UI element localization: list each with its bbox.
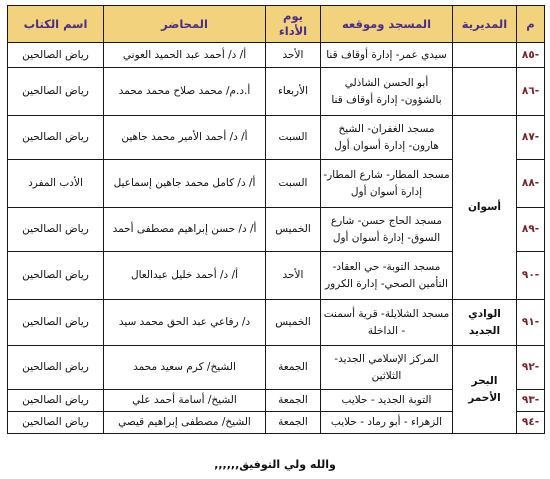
mosque-cell: المركز الإسلامي الجديد- الثلاثين bbox=[321, 346, 453, 390]
header-book: اسم الكتاب bbox=[8, 6, 104, 43]
mosque-cell: الزهراء - أبو رماد - حلايب bbox=[321, 412, 453, 434]
row-number: -٨٥ bbox=[517, 43, 545, 68]
header-lecturer: المحاضر bbox=[104, 6, 266, 43]
schedule-table bbox=[7, 5, 545, 434]
table-row bbox=[8, 43, 545, 68]
header-row bbox=[8, 6, 545, 43]
row-number: -٩٢ bbox=[517, 346, 545, 390]
lecturer-cell: الشيخ/ مصطفى إبراهيم قيصي bbox=[104, 412, 266, 434]
mosque-cell: مسجد الشلايلة- قرية أسمنت - الداخلة bbox=[321, 300, 453, 346]
lecturer-cell: أ/ د/ حسن إبراهيم مصطفى أحمد bbox=[104, 208, 266, 252]
day-cell: الجمعة bbox=[266, 346, 321, 390]
mosque-cell: مسجد الغفران- الشيخ هارون- إدارة أسوان أول bbox=[321, 116, 453, 160]
lecturer-cell: الشيخ/ أسامة أحمد علي bbox=[104, 390, 266, 412]
book-cell: رياض الصالحين bbox=[8, 300, 104, 346]
book-cell: الأدب المفرد bbox=[8, 160, 104, 208]
book-cell: رياض الصالحين bbox=[8, 43, 104, 68]
mosque-cell: أبو الحسن الشاذلي بالشؤون- إدارة أوقاف قنا bbox=[321, 68, 453, 116]
lecturer-cell: أ/ د/ أحمد الأمير محمد جاهين bbox=[104, 116, 266, 160]
lecturer-cell: د/ رفاعي عبد الحق محمد سيد bbox=[104, 300, 266, 346]
table-row bbox=[8, 68, 545, 116]
book-cell: رياض الصالحين bbox=[8, 116, 104, 160]
day-cell: الأحد bbox=[266, 43, 321, 68]
row-number: -٩٤ bbox=[517, 412, 545, 434]
book-cell: رياض الصالحين bbox=[8, 346, 104, 390]
day-cell: الخميس bbox=[266, 300, 321, 346]
table-row bbox=[8, 116, 545, 160]
directorate-cell-empty bbox=[453, 43, 517, 68]
directorate-red-sea: البحر الأحمر bbox=[453, 346, 517, 434]
row-number: -٩٣ bbox=[517, 390, 545, 412]
mosque-cell: سيدي عمر- إدارة أوقاف قنا bbox=[321, 43, 453, 68]
mosque-cell: مسجد الحاج حسن- شارع السوق- إدارة أسوان أول bbox=[321, 208, 453, 252]
day-cell: السبت bbox=[266, 116, 321, 160]
day-cell: السبت bbox=[266, 160, 321, 208]
book-cell: رياض الصالحين bbox=[8, 412, 104, 434]
header-day: يوم الأداء bbox=[266, 6, 321, 43]
row-number: -٨٧ bbox=[517, 116, 545, 160]
lecturer-cell: أ/ د/ أحمد خليل عبدالعال bbox=[104, 252, 266, 300]
lecturer-cell: أ.د.م/ محمد صلاح محمد محمد bbox=[104, 68, 266, 116]
day-cell: الجمعة bbox=[266, 412, 321, 434]
row-number: -٩١ bbox=[517, 300, 545, 346]
closing-note: والله ولي التوفيق,,,,,, bbox=[214, 458, 336, 471]
mosque-cell: التوبة الجديد - حلايب bbox=[321, 390, 453, 412]
row-number: -٨٩ bbox=[517, 208, 545, 252]
header-directorate: المديرية bbox=[453, 6, 517, 43]
book-cell: رياض الصالحين bbox=[8, 208, 104, 252]
mosque-cell: مسجد المطار- شارع المطار- إدارة أسوان أول bbox=[321, 160, 453, 208]
table-row bbox=[8, 300, 545, 346]
table-row bbox=[8, 346, 545, 390]
lecturer-cell: الشيخ/ كرم سعيد محمد bbox=[104, 346, 266, 390]
row-number: -٩٠ bbox=[517, 252, 545, 300]
book-cell: رياض الصالحين bbox=[8, 68, 104, 116]
book-cell: رياض الصالحين bbox=[8, 390, 104, 412]
lecturer-cell: أ/ د/ أحمد عبد الحميد العوني bbox=[104, 43, 266, 68]
directorate-aswan: أسوان bbox=[453, 116, 517, 300]
day-cell: الأحد bbox=[266, 252, 321, 300]
header-num: م bbox=[517, 6, 545, 43]
book-cell: رياض الصالحين bbox=[8, 252, 104, 300]
row-number: -٨٦ bbox=[517, 68, 545, 116]
mosque-cell: مسجد التوبة- حي العقاد- التأمين الصحي- إدارة الكرور bbox=[321, 252, 453, 300]
day-cell: الخميس bbox=[266, 208, 321, 252]
directorate-cell-empty bbox=[453, 68, 517, 116]
directorate-wadi: الوادي الجديد bbox=[453, 300, 517, 346]
day-cell: الجمعة bbox=[266, 390, 321, 412]
row-number: -٨٨ bbox=[517, 160, 545, 208]
header-mosque: المسجد وموقعه bbox=[321, 6, 453, 43]
day-cell: الأربعاء bbox=[266, 68, 321, 116]
lecturer-cell: أ/ د/ كامل محمد جاهين إسماعيل bbox=[104, 160, 266, 208]
